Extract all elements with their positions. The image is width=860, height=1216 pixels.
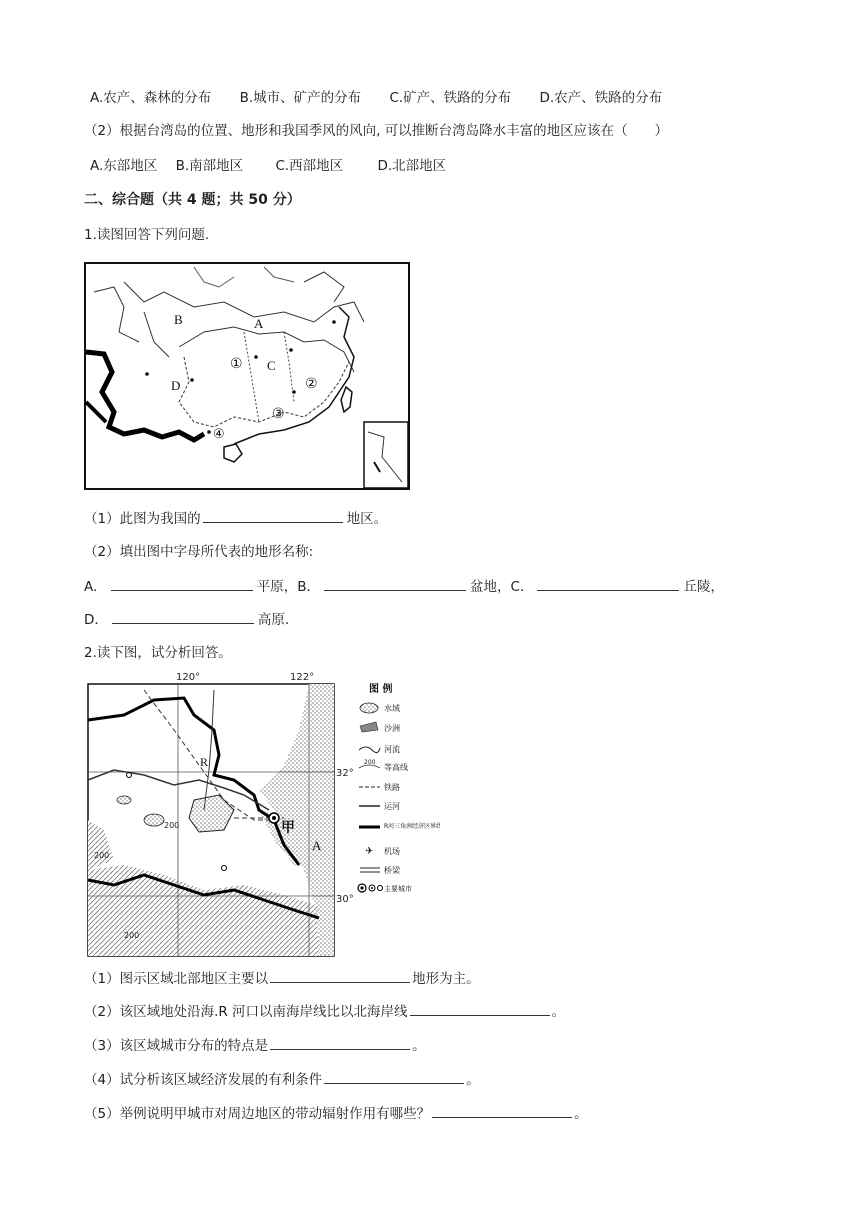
legend-canal: 运河 [384,802,400,811]
p2-question1 [84,968,480,989]
p1-q1-prefix: （1）此图为我国的 [84,511,201,527]
legend-boundary: R河三角洲经济区界线 [384,823,440,830]
option-b[interactable]: B.南部地区 [175,158,244,174]
p2-q5-prefix: （5）举例说明甲城市对周边地区的带动辐射作用有哪些？ [84,1106,431,1122]
answer-blank-c[interactable] [537,576,679,591]
p1-fill-line2 [84,609,289,630]
p2-q4-suffix: 。 [466,1072,480,1088]
legend-contour: 等高线 [384,763,408,772]
map-river-delta-svg [84,670,440,960]
map-south-china-svg [84,262,410,490]
option-d[interactable]: D.农产、铁路的分布 [539,90,663,106]
answer-blank[interactable] [203,508,343,523]
legend-airport: 机场 [384,847,400,856]
p1-question1 [84,508,387,529]
answer-blank-a[interactable] [111,576,253,591]
map-label-b: B [174,312,183,327]
answer-blank[interactable] [410,1001,550,1016]
legend-title: 图 例 [369,684,393,695]
problem1-title: 1.读图回答下列问题. [84,227,210,243]
contour-label: 200 [94,851,110,860]
p2-question2 [84,1001,565,1022]
map-label-d: D [171,378,181,393]
option-b[interactable]: B.城市、矿产的分布 [239,90,362,106]
section-heading: 二、综合题（共 4 题；共 50 分） [84,192,301,208]
option-a[interactable]: A.东部地区 [90,158,158,174]
p2-question3 [84,1035,426,1056]
p2-q1-suffix: 地形为主。 [412,971,480,987]
legend-railway: 铁路 [384,783,400,792]
fill-a-suffix: 平原，B． [256,579,321,595]
legend-sandbar: 沙洲 [384,724,400,733]
p2-q3-suffix: 。 [412,1038,426,1054]
legend-water: 水域 [384,704,400,713]
longitude-120: 120° [176,672,201,683]
contour-label: 200 [164,821,180,830]
map-label-a: A [312,838,322,853]
map-river-delta [84,670,440,960]
legend-contour-value: 200 [364,759,376,766]
airport-icon: ✈ [365,846,374,857]
map-label-region-4: ④ [213,427,225,442]
map-label-region-3: ③ [272,406,285,422]
p2-question4 [84,1069,480,1090]
p2-q2-suffix: 。 [551,1004,566,1020]
option-c[interactable]: C.西部地区 [275,158,344,174]
p2-q1-prefix: （1）图示区域北部地区主要以 [84,971,269,987]
map-south-china [84,262,410,490]
map-legend [358,682,440,893]
latitude-30: 30° [336,894,354,905]
map-label-region-2: ② [305,376,318,392]
contour-label: 200 [124,931,140,940]
fill-b-suffix: 盆地，C． [470,579,534,595]
fill-a-label: A． [84,579,107,595]
problem2-title: 2.读下图，试分析回答。 [84,645,232,661]
p2-q5-suffix: 。 [574,1106,588,1122]
map-label-jia: 甲 [281,820,295,836]
legend-bridge: 桥梁 [384,866,400,875]
answer-blank-b[interactable] [324,576,466,591]
fill-c-suffix: 丘陵， [683,579,724,595]
map-label-a: A [254,316,264,331]
answer-blank[interactable] [432,1103,572,1118]
option-a[interactable]: A.农产、森林的分布 [90,90,212,106]
p1-q1-suffix: 地区。 [346,511,388,527]
longitude-122: 122° [290,672,315,683]
p2-question5 [84,1103,588,1124]
map-label-region-1: ① [230,356,243,372]
option-c[interactable]: C.矿产、铁路的分布 [389,90,512,106]
option-d[interactable]: D.北部地区 [377,158,447,174]
map-label-c: C [267,358,276,373]
latitude-32: 32° [336,768,354,779]
q2-options [90,156,446,176]
answer-blank[interactable] [270,1035,410,1050]
answer-blank[interactable] [324,1069,464,1084]
p2-q2-prefix: （2）该区域地处沿海.R 河口以南海岸线比以北海岸线 [84,1004,408,1020]
p2-q3-prefix: （3）该区域城市分布的特点是 [84,1038,269,1054]
legend-river: 河流 [384,745,400,754]
q1-options [90,88,662,108]
map-label-r: R [200,755,209,769]
fill-d-label: D． [84,612,108,628]
p1-fill-line1 [84,576,724,597]
p2-q4-prefix: （4）试分析该区域经济发展的有利条件 [84,1072,323,1088]
fill-d-suffix: 高原. [257,612,290,628]
p1-question2: （2）填出图中字母所代表的地形名称: [84,544,314,560]
legend-city: 主要城市 [384,885,412,893]
answer-blank[interactable] [270,968,410,983]
answer-blank-d[interactable] [112,609,254,624]
question-taiwan: （2）根据台湾岛的位置、地形和我国季风的风向, 可以推断台湾岛降水丰富的地区应该在（ ） [84,123,669,139]
